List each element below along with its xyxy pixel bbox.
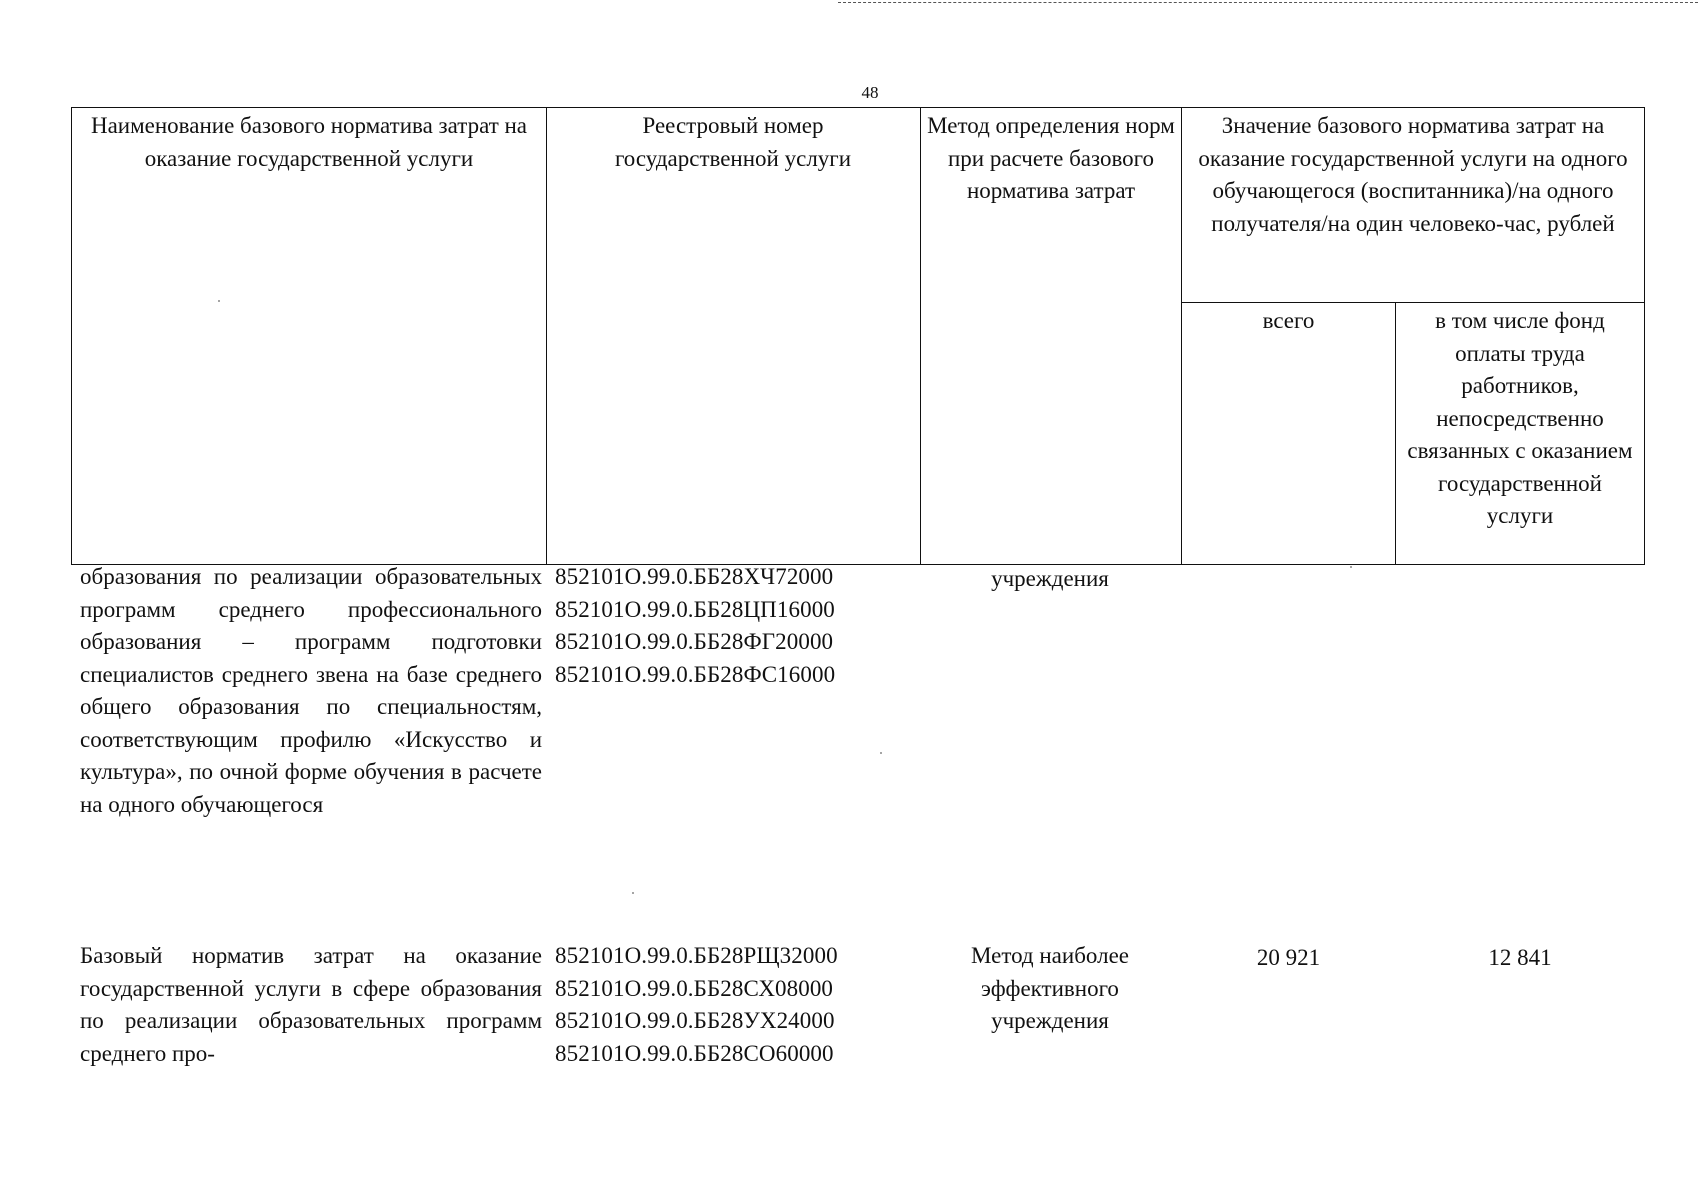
header-registry-number: Реестровый номер государственной услуги bbox=[614, 113, 852, 171]
row-registry-codes: 852101О.99.0.ББ28РЩ32000 852101О.99.0.ББ28СХ08000 852101О.99.0.ББ28УХ24000 852101О.99.0.ББ28СО60000 bbox=[555, 943, 838, 1066]
row-value-total: 20 921 bbox=[1256, 945, 1321, 970]
row-value-fot: 12 841 bbox=[1488, 945, 1552, 970]
row-method: учреждения bbox=[991, 566, 1109, 591]
header-name: Наименование базового норматива затрат на оказание государственной услуги bbox=[90, 113, 528, 171]
scan-speck bbox=[880, 752, 882, 754]
scan-speck bbox=[632, 892, 634, 894]
row-service-name: Базовый норматив затрат на оказание государственной услуги в сфере образования по реализации образовательных программ среднего про- bbox=[80, 943, 542, 1066]
scan-speck bbox=[218, 300, 220, 302]
row-method: Метод наиболее эффективного учреждения bbox=[970, 943, 1129, 1033]
page-number: 48 bbox=[861, 83, 879, 102]
header-value-fot: в том числе фонд оплаты труда работников, непосредственно связанных с оказанием государственной услуги bbox=[1407, 308, 1633, 528]
scan-dashed-line bbox=[838, 2, 1698, 3]
scan-speck bbox=[1350, 566, 1352, 568]
row-service-name: образования по реализации образовательных программ среднего профессионального образования – программ подготовки специалистов среднего звена на базе среднего общего образования по специальностям, соответствующим профилю «Искусство и культура», по очной форме обучения в расчете на одного обучающегося bbox=[80, 564, 542, 817]
header-value: Значение базового норматива затрат на оказание государственной услуги на одного обучающегося (воспитанника)/на одного получателя/на один человеко-час, рублей bbox=[1198, 113, 1628, 236]
header-value-total: всего bbox=[1262, 308, 1315, 333]
header-method: Метод определения норм при расчете базового норматива затрат bbox=[927, 113, 1175, 203]
row-registry-codes: 852101О.99.0.ББ28ХЧ72000 852101О.99.0.ББ28ЦП16000 852101О.99.0.ББ28ФГ20000 852101О.99.0.ББ28ФС16000 bbox=[555, 564, 836, 687]
